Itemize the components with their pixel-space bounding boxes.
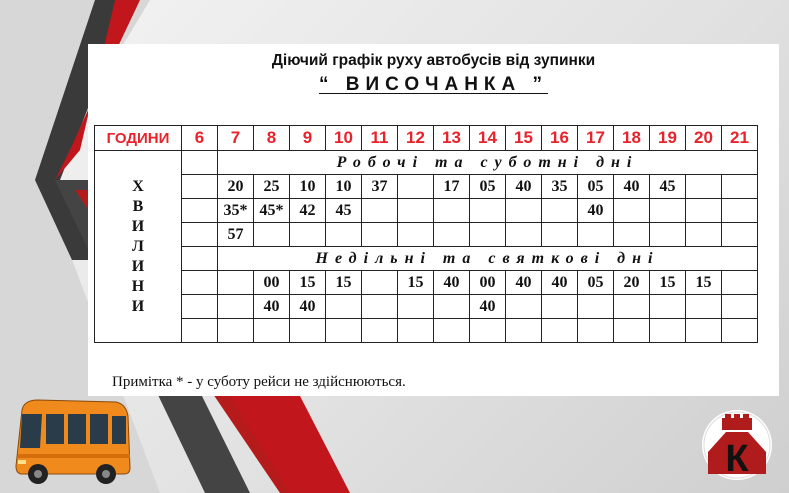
minute-cell: 40: [254, 295, 290, 319]
minute-cell: [398, 175, 434, 199]
minute-cell: [614, 319, 650, 343]
table-row: [95, 271, 758, 295]
minute-cell: [434, 319, 470, 343]
hour-21: 21: [722, 126, 758, 151]
minutes-letter: Л: [132, 237, 144, 255]
minute-cell: 15: [290, 271, 326, 295]
minute-cell: [290, 223, 326, 247]
minute-cell: 05: [578, 271, 614, 295]
minute-cell: 15: [398, 271, 434, 295]
minute-cell: [722, 199, 758, 223]
minute-cell: [542, 199, 578, 223]
minute-cell: 45: [326, 199, 362, 223]
logo-letter: К: [725, 438, 749, 480]
minute-cell: [722, 295, 758, 319]
minute-cell: 15: [650, 271, 686, 295]
hour-12: 12: [398, 126, 434, 151]
minute-cell: [506, 199, 542, 223]
minute-cell: [650, 223, 686, 247]
minute-cell: [470, 199, 506, 223]
minute-cell: [362, 199, 398, 223]
empty-cell: [182, 151, 218, 175]
minute-cell: [362, 295, 398, 319]
minute-cell: [398, 295, 434, 319]
minute-cell: 20: [218, 175, 254, 199]
minutes-letter: И: [131, 217, 145, 235]
stop-name: “ ВИСОЧАНКА ”: [318, 74, 549, 95]
minute-cell: [326, 295, 362, 319]
minute-cell: 45*: [254, 199, 290, 223]
minute-cell: [578, 319, 614, 343]
minute-cell: [506, 223, 542, 247]
minute-cell: 45: [650, 175, 686, 199]
minute-cell: 40: [506, 271, 542, 295]
minutes-letter: И: [131, 257, 145, 275]
minute-cell: [326, 319, 362, 343]
minute-cell: 10: [290, 175, 326, 199]
hour-15: 15: [506, 126, 542, 151]
section-row: [95, 247, 758, 271]
minute-cell: [650, 319, 686, 343]
hour-19: 19: [650, 126, 686, 151]
minute-cell: 40: [470, 295, 506, 319]
minute-cell: 05: [578, 175, 614, 199]
minute-cell: [614, 199, 650, 223]
minute-cell: [578, 295, 614, 319]
minute-cell: [182, 175, 218, 199]
hour-14: 14: [470, 126, 506, 151]
minute-cell: [686, 223, 722, 247]
minute-cell: [182, 319, 218, 343]
minutes-letter: В: [132, 197, 144, 215]
minute-cell: [362, 271, 398, 295]
bus-icon: [8, 396, 133, 488]
minute-cell: [614, 223, 650, 247]
minute-cell: [254, 319, 290, 343]
minute-cell: [182, 295, 218, 319]
minute-cell: [470, 319, 506, 343]
minute-cell: 37: [362, 175, 398, 199]
minute-cell: [722, 223, 758, 247]
minute-cell: [650, 295, 686, 319]
hours-label: ГОДИНИ: [95, 126, 182, 151]
hour-8: 8: [254, 126, 290, 151]
table-row: [95, 175, 758, 199]
minute-cell: 20: [614, 271, 650, 295]
minute-cell: 25: [254, 175, 290, 199]
table-row: [95, 199, 758, 223]
hour-18: 18: [614, 126, 650, 151]
hour-7: 7: [218, 126, 254, 151]
hour-16: 16: [542, 126, 578, 151]
minutes-letter: Н: [131, 277, 145, 295]
minute-cell: 00: [470, 271, 506, 295]
minute-cell: [398, 223, 434, 247]
minute-cell: 40: [290, 295, 326, 319]
minute-cell: [218, 271, 254, 295]
minute-cell: [362, 319, 398, 343]
empty-cell: [182, 247, 218, 271]
minutes-letter: Х: [132, 177, 144, 195]
minute-cell: 05: [470, 175, 506, 199]
minute-cell: [218, 319, 254, 343]
minute-cell: [686, 295, 722, 319]
minute-cell: [686, 199, 722, 223]
minute-cell: [578, 223, 614, 247]
minute-cell: 35*: [218, 199, 254, 223]
minute-cell: [326, 223, 362, 247]
minute-cell: [722, 175, 758, 199]
minute-cell: [182, 271, 218, 295]
holidays-heading: Недільні та святкові дні: [218, 247, 758, 271]
footnote: Примітка * - у суботу рейси не здійснюються.: [112, 374, 406, 390]
schedule-panel: [88, 44, 779, 396]
workdays-heading: Робочі та суботні дні: [218, 151, 758, 175]
hour-11: 11: [362, 126, 398, 151]
table-row: [95, 319, 758, 343]
minute-cell: [470, 223, 506, 247]
minute-cell: 40: [542, 271, 578, 295]
minute-cell: [218, 295, 254, 319]
minute-cell: [722, 319, 758, 343]
minute-cell: 35: [542, 175, 578, 199]
hour-13: 13: [434, 126, 470, 151]
minute-cell: 42: [290, 199, 326, 223]
minute-cell: 57: [218, 223, 254, 247]
table-row: [95, 295, 758, 319]
minute-cell: [182, 223, 218, 247]
minute-cell: [398, 319, 434, 343]
timetable: [94, 125, 758, 343]
minute-cell: 40: [578, 199, 614, 223]
hour-17: 17: [578, 126, 614, 151]
minute-cell: [290, 319, 326, 343]
minute-cell: [434, 223, 470, 247]
section-row: [95, 151, 758, 175]
schedule-title: Діючий графік руху автобусів від зупинки: [271, 52, 596, 69]
minute-cell: [506, 319, 542, 343]
minute-cell: [650, 199, 686, 223]
minute-cell: [542, 223, 578, 247]
minutes-label: [95, 151, 182, 343]
minute-cell: [434, 199, 470, 223]
minutes-letter: И: [131, 297, 145, 315]
hour-6: 6: [182, 126, 218, 151]
minute-cell: [686, 319, 722, 343]
minute-cell: [506, 295, 542, 319]
minute-cell: 00: [254, 271, 290, 295]
minute-cell: 15: [326, 271, 362, 295]
minute-cell: [398, 199, 434, 223]
minute-cell: [614, 295, 650, 319]
minute-cell: [722, 271, 758, 295]
minute-cell: 10: [326, 175, 362, 199]
table-row: [95, 223, 758, 247]
minute-cell: 40: [434, 271, 470, 295]
hours-header-row: [95, 126, 758, 151]
hour-10: 10: [326, 126, 362, 151]
minute-cell: 40: [614, 175, 650, 199]
minute-cell: [542, 319, 578, 343]
minute-cell: [542, 295, 578, 319]
minute-cell: [434, 295, 470, 319]
hour-9: 9: [290, 126, 326, 151]
minute-cell: [686, 175, 722, 199]
minute-cell: [362, 223, 398, 247]
city-logo: [700, 408, 774, 482]
hour-20: 20: [686, 126, 722, 151]
minute-cell: 15: [686, 271, 722, 295]
minute-cell: [254, 223, 290, 247]
minute-cell: 17: [434, 175, 470, 199]
minute-cell: 40: [506, 175, 542, 199]
minute-cell: [182, 199, 218, 223]
